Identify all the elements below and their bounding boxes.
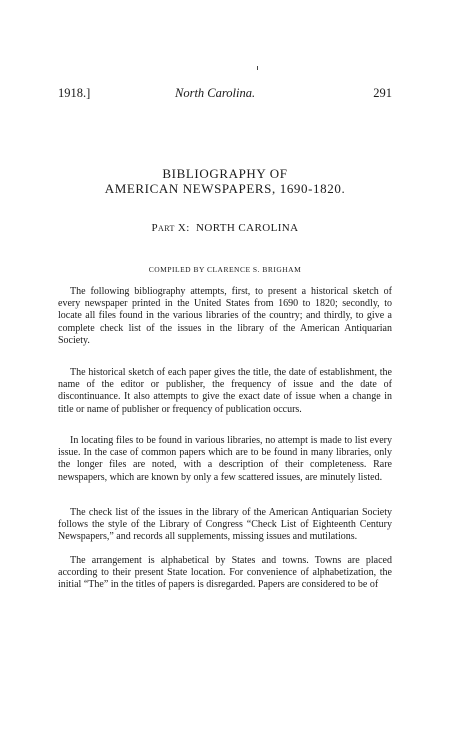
running-header <box>58 86 392 102</box>
article-title-line2: AMERICAN NEWSPAPERS, 1690-1820. <box>104 181 346 196</box>
body-paragraph: The following bibliography attempts, first, to present a historical sketch of every newspaper printed in the United States from 1690 to 1820; secondly, to locate all files found in the various libraries of the country; and thirdly, to give a complete check list of the issues in the library of the American Antiquarian Society. <box>58 286 392 346</box>
body-paragraph: The historical sketch of each paper gives the title, the date of establishment, the name of the editor or publisher, the frequency of issue and the date of discontinuance. It also attempts to give the exact date of issue when a change in title or name of publisher or frequency of publication occurs. <box>58 367 392 415</box>
part-label: Part X: <box>151 222 190 234</box>
body-paragraph: The arrangement is alphabetical by States and towns. Towns are placed according to their present State location. For convenience of alphabetization, the initial “The” in the titles of papers is disregarded. Papers are considered to be of <box>58 555 392 591</box>
header-year: 1918.] <box>58 86 91 100</box>
body-paragraph: In locating files to be found in various libraries, no attempt is made to list every issue. In the case of common papers which are to be found in many libraries, only the longer files are noted, with a description of their completeness. Rare newspapers, which are known by only a few scattered issues, are minutely listed. <box>58 435 392 483</box>
part-heading <box>60 222 390 234</box>
part-name: NORTH CAROLINA <box>196 222 299 234</box>
print-speck <box>257 66 258 70</box>
header-running-title: North Carolina. <box>175 86 256 100</box>
article-title-line1: BIBLIOGRAPHY OF <box>162 166 288 181</box>
body-paragraph: The check list of the issues in the library of the American Antiquarian Society follows the style of the Library of Congress “Check List of Eighteenth Century Newspapers,” and records all supplements, missing issues and mutilations. <box>58 507 392 543</box>
header-page-number: 291 <box>373 86 392 100</box>
compiled-by-line: COMPILED BY CLARENCE S. BRIGHAM <box>148 265 302 274</box>
